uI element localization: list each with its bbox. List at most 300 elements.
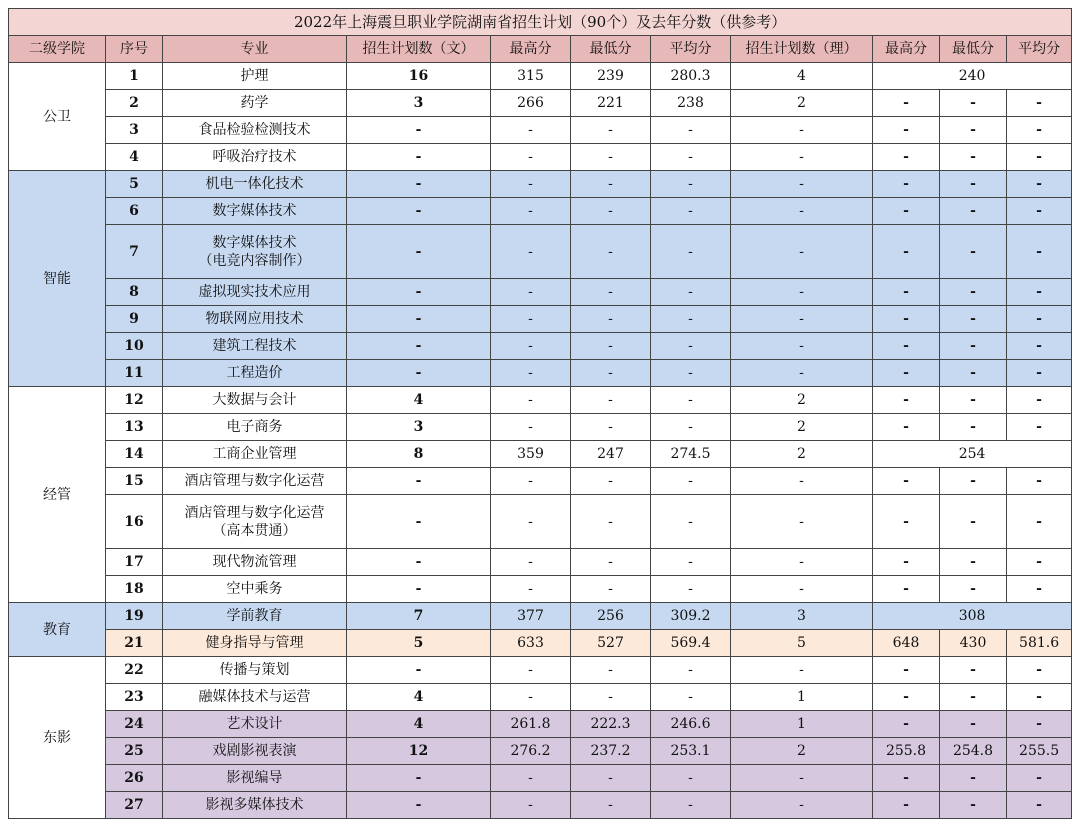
min-score-science-cell: - [940,414,1007,441]
plan-science-cell: 1 [731,711,873,738]
max-score-arts-cell: - [491,198,571,225]
min-score-science-cell: - [940,387,1007,414]
major-name: 酒店管理与数字化运营 [184,504,325,521]
plan-arts-cell: 3 [347,414,491,441]
min-score-science-cell: 254.8 [940,738,1007,765]
avg-score-arts-cell: - [651,576,731,603]
min-score-science-cell: - [940,657,1007,684]
avg-score-science-cell: - [1007,495,1072,549]
avg-score-arts-cell: 246.6 [651,711,731,738]
min-score-science-cell: - [940,711,1007,738]
header-cell: 最低分 [571,36,651,63]
header-cell: 平均分 [1007,36,1072,63]
avg-score-arts-cell: - [651,225,731,279]
max-score-science-cell: - [873,333,940,360]
avg-score-science-cell: - [1007,576,1072,603]
avg-score-science-cell: - [1007,657,1072,684]
table-row [9,603,1072,630]
min-score-arts-cell: 237.2 [571,738,651,765]
major-cell: 空中乘务 [163,576,347,603]
plan-science-cell: - [731,495,873,549]
table-row [9,549,1072,576]
merged-score-science-cell: 254 [873,441,1072,468]
major-cell: 虚拟现实技术应用 [163,279,347,306]
row-number: 9 [106,306,163,333]
max-score-arts-cell: - [491,657,571,684]
table-row [9,792,1072,819]
plan-science-cell: - [731,765,873,792]
plan-arts-cell: - [347,468,491,495]
row-number: 25 [106,738,163,765]
plan-arts-cell: - [347,549,491,576]
avg-score-science-cell: - [1007,198,1072,225]
avg-score-arts-cell: - [651,792,731,819]
major-cell: 传播与策划 [163,657,347,684]
plan-arts-cell: 3 [347,90,491,117]
avg-score-science-cell: - [1007,468,1072,495]
max-score-arts-cell: 276.2 [491,738,571,765]
avg-score-arts-cell: - [651,279,731,306]
min-score-arts-cell: - [571,657,651,684]
max-score-science-cell: 648 [873,630,940,657]
max-score-arts-cell: 377 [491,603,571,630]
plan-arts-cell: - [347,225,491,279]
table-row [9,414,1072,441]
avg-score-arts-cell: 569.4 [651,630,731,657]
row-number: 12 [106,387,163,414]
avg-score-arts-cell: - [651,333,731,360]
plan-arts-cell: - [347,279,491,306]
min-score-science-cell: - [940,792,1007,819]
major-cell: 药学 [163,90,347,117]
table-row [9,711,1072,738]
plan-arts-cell: - [347,657,491,684]
row-number: 3 [106,117,163,144]
max-score-science-cell: - [873,198,940,225]
max-score-science-cell: - [873,144,940,171]
major-cell: 数字媒体技术 [163,198,347,225]
major-cell: 影视编导 [163,765,347,792]
avg-score-science-cell: - [1007,279,1072,306]
plan-science-cell: - [731,171,873,198]
table-row [9,630,1072,657]
min-score-science-cell: - [940,549,1007,576]
major-cell: 融媒体技术与运营 [163,684,347,711]
plan-science-cell: 2 [731,441,873,468]
min-score-science-cell: - [940,171,1007,198]
plan-science-cell: - [731,549,873,576]
table-row [9,171,1072,198]
min-score-science-cell: - [940,576,1007,603]
header-cell: 最低分 [940,36,1007,63]
max-score-arts-cell: - [491,117,571,144]
max-score-arts-cell: - [491,333,571,360]
avg-score-science-cell: - [1007,144,1072,171]
max-score-arts-cell: - [491,279,571,306]
max-score-arts-cell: - [491,144,571,171]
max-score-arts-cell: 633 [491,630,571,657]
avg-score-arts-cell: - [651,306,731,333]
max-score-arts-cell: - [491,414,571,441]
header-row [9,36,1072,63]
row-number: 14 [106,441,163,468]
row-number: 4 [106,144,163,171]
table-row [9,144,1072,171]
min-score-arts-cell: - [571,144,651,171]
row-number: 24 [106,711,163,738]
department-cell: 经管 [9,387,106,603]
min-score-arts-cell: - [571,495,651,549]
row-number: 5 [106,171,163,198]
major-cell: 食品检验检测技术 [163,117,347,144]
table-row [9,117,1072,144]
plan-science-cell: - [731,117,873,144]
major-cell [163,495,347,549]
major-subname: （电竞内容制作） [198,252,311,269]
max-score-science-cell: - [873,657,940,684]
max-score-science-cell: - [873,765,940,792]
min-score-science-cell: 430 [940,630,1007,657]
plan-science-cell: - [731,333,873,360]
plan-science-cell: 2 [731,414,873,441]
plan-science-cell: - [731,144,873,171]
min-score-arts-cell: 247 [571,441,651,468]
min-score-arts-cell: 256 [571,603,651,630]
row-number: 23 [106,684,163,711]
major-cell: 艺术设计 [163,711,347,738]
min-score-arts-cell: - [571,765,651,792]
major-cell: 学前教育 [163,603,347,630]
max-score-arts-cell: - [491,792,571,819]
min-score-arts-cell: 527 [571,630,651,657]
plan-science-cell: 1 [731,684,873,711]
plan-arts-cell: - [347,360,491,387]
max-score-science-cell: - [873,576,940,603]
max-score-science-cell: - [873,117,940,144]
table-row [9,738,1072,765]
avg-score-science-cell: - [1007,306,1072,333]
table-row [9,387,1072,414]
avg-score-arts-cell: - [651,171,731,198]
major-cell [163,225,347,279]
max-score-arts-cell: - [491,360,571,387]
min-score-arts-cell: - [571,225,651,279]
min-score-arts-cell: 222.3 [571,711,651,738]
row-number: 18 [106,576,163,603]
row-number: 17 [106,549,163,576]
avg-score-arts-cell: 253.1 [651,738,731,765]
admission-plan-table [8,8,1072,819]
table-row [9,279,1072,306]
max-score-science-cell: - [873,360,940,387]
table-row [9,360,1072,387]
major-cell: 大数据与会计 [163,387,347,414]
avg-score-arts-cell: - [651,468,731,495]
major-cell: 物联网应用技术 [163,306,347,333]
max-score-arts-cell: - [491,576,571,603]
min-score-arts-cell: - [571,684,651,711]
min-score-science-cell: - [940,765,1007,792]
plan-arts-cell: - [347,576,491,603]
row-number: 1 [106,63,163,90]
max-score-arts-cell: - [491,225,571,279]
max-score-arts-cell: - [491,306,571,333]
plan-science-cell: 5 [731,630,873,657]
max-score-science-cell: - [873,684,940,711]
min-score-arts-cell: - [571,468,651,495]
max-score-arts-cell: - [491,684,571,711]
min-score-science-cell: - [940,90,1007,117]
header-cell: 二级学院 [9,36,106,63]
min-score-arts-cell: - [571,333,651,360]
max-score-science-cell: - [873,171,940,198]
min-score-science-cell: - [940,198,1007,225]
major-cell: 建筑工程技术 [163,333,347,360]
table-row [9,306,1072,333]
plan-arts-cell: 4 [347,711,491,738]
min-score-arts-cell: - [571,117,651,144]
plan-science-cell: - [731,576,873,603]
row-number: 11 [106,360,163,387]
plan-science-cell: 2 [731,387,873,414]
plan-arts-cell: - [347,306,491,333]
avg-score-arts-cell: - [651,198,731,225]
row-number: 10 [106,333,163,360]
plan-arts-cell: 8 [347,441,491,468]
row-number: 26 [106,765,163,792]
max-score-arts-cell: 261.8 [491,711,571,738]
avg-score-arts-cell: - [651,360,731,387]
min-score-science-cell: - [940,306,1007,333]
department-cell: 智能 [9,171,106,387]
row-number: 13 [106,414,163,441]
major-cell: 健身指导与管理 [163,630,347,657]
plan-science-cell: 2 [731,90,873,117]
min-score-science-cell: - [940,468,1007,495]
max-score-science-cell: - [873,279,940,306]
major-cell: 影视多媒体技术 [163,792,347,819]
avg-score-science-cell: - [1007,225,1072,279]
avg-score-arts-cell: 238 [651,90,731,117]
plan-science-cell: - [731,279,873,306]
min-score-arts-cell: - [571,306,651,333]
plan-arts-cell: 12 [347,738,491,765]
header-cell: 招生计划数（文） [347,36,491,63]
plan-science-cell: - [731,225,873,279]
row-number: 7 [106,225,163,279]
max-score-science-cell: - [873,225,940,279]
plan-science-cell: - [731,468,873,495]
row-number: 15 [106,468,163,495]
table-row [9,90,1072,117]
plan-arts-cell: 4 [347,684,491,711]
max-score-arts-cell: 359 [491,441,571,468]
plan-arts-cell: - [347,144,491,171]
table-title: 2022年上海震旦职业学院湖南省招生计划（90个）及去年分数（供参考） [9,9,1072,36]
max-score-arts-cell: - [491,468,571,495]
max-score-arts-cell: - [491,765,571,792]
min-score-arts-cell: - [571,387,651,414]
avg-score-science-cell: - [1007,765,1072,792]
avg-score-science-cell: 255.5 [1007,738,1072,765]
table-row [9,441,1072,468]
plan-arts-cell: - [347,171,491,198]
major-cell: 戏剧影视表演 [163,738,347,765]
max-score-science-cell: - [873,306,940,333]
avg-score-science-cell: - [1007,117,1072,144]
avg-score-science-cell: - [1007,387,1072,414]
avg-score-arts-cell: - [651,387,731,414]
plan-science-cell: - [731,657,873,684]
major-subname: （高本贯通） [212,522,297,539]
avg-score-arts-cell: - [651,144,731,171]
department-cell: 东影 [9,657,106,819]
max-score-science-cell: - [873,495,940,549]
plan-arts-cell: 5 [347,630,491,657]
header-cell: 平均分 [651,36,731,63]
major-cell: 现代物流管理 [163,549,347,576]
header-cell: 最高分 [491,36,571,63]
plan-arts-cell: - [347,333,491,360]
plan-science-cell: 2 [731,738,873,765]
plan-science-cell: - [731,306,873,333]
avg-score-science-cell: - [1007,792,1072,819]
min-score-arts-cell: - [571,792,651,819]
min-score-arts-cell: - [571,576,651,603]
min-score-arts-cell: 239 [571,63,651,90]
row-number: 8 [106,279,163,306]
max-score-science-cell: - [873,387,940,414]
max-score-science-cell: - [873,90,940,117]
avg-score-arts-cell: 309.2 [651,603,731,630]
avg-score-science-cell: - [1007,711,1072,738]
row-number: 2 [106,90,163,117]
row-number: 27 [106,792,163,819]
header-cell: 专业 [163,36,347,63]
max-score-science-cell: - [873,414,940,441]
max-score-arts-cell: - [491,549,571,576]
min-score-arts-cell: - [571,414,651,441]
header-cell: 序号 [106,36,163,63]
table-row [9,765,1072,792]
avg-score-arts-cell: - [651,117,731,144]
major-cell: 护理 [163,63,347,90]
row-number: 22 [106,657,163,684]
max-score-science-cell: - [873,549,940,576]
min-score-arts-cell: - [571,198,651,225]
min-score-arts-cell: 221 [571,90,651,117]
max-score-arts-cell: 266 [491,90,571,117]
plan-science-cell: - [731,360,873,387]
plan-arts-cell: - [347,765,491,792]
row-number: 19 [106,603,163,630]
plan-arts-cell: - [347,117,491,144]
avg-score-science-cell: - [1007,414,1072,441]
avg-score-arts-cell: - [651,549,731,576]
avg-score-science-cell: - [1007,171,1072,198]
avg-score-arts-cell: - [651,765,731,792]
min-score-science-cell: - [940,144,1007,171]
row-number: 6 [106,198,163,225]
major-name: 数字媒体技术 [212,234,297,251]
department-cell: 公卫 [9,63,106,171]
min-score-arts-cell: - [571,549,651,576]
table-body [9,63,1072,819]
merged-score-science-cell: 240 [873,63,1072,90]
header-cell: 最高分 [873,36,940,63]
major-cell: 工程造价 [163,360,347,387]
table-row [9,198,1072,225]
min-score-science-cell: - [940,333,1007,360]
min-score-science-cell: - [940,225,1007,279]
max-score-science-cell: 255.8 [873,738,940,765]
avg-score-science-cell: - [1007,90,1072,117]
table-row [9,468,1072,495]
plan-arts-cell: 16 [347,63,491,90]
avg-score-science-cell: - [1007,333,1072,360]
max-score-science-cell: - [873,711,940,738]
table-row [9,225,1072,279]
avg-score-arts-cell: - [651,684,731,711]
table-row [9,495,1072,549]
max-score-arts-cell: - [491,387,571,414]
max-score-arts-cell: 315 [491,63,571,90]
plan-arts-cell: 4 [347,387,491,414]
avg-score-arts-cell: 274.5 [651,441,731,468]
avg-score-arts-cell: - [651,495,731,549]
max-score-arts-cell: - [491,171,571,198]
table-row [9,657,1072,684]
plan-science-cell: - [731,198,873,225]
merged-score-science-cell: 308 [873,603,1072,630]
plan-arts-cell: - [347,198,491,225]
avg-score-arts-cell: - [651,657,731,684]
avg-score-arts-cell: 280.3 [651,63,731,90]
avg-score-science-cell: - [1007,549,1072,576]
major-cell: 机电一体化技术 [163,171,347,198]
min-score-science-cell: - [940,684,1007,711]
table-row [9,333,1072,360]
major-cell: 呼吸治疗技术 [163,144,347,171]
plan-science-cell: 4 [731,63,873,90]
major-cell: 电子商务 [163,414,347,441]
table-row [9,576,1072,603]
min-score-science-cell: - [940,279,1007,306]
plan-science-cell: - [731,792,873,819]
avg-score-arts-cell: - [651,414,731,441]
plan-arts-cell: 7 [347,603,491,630]
major-cell: 工商企业管理 [163,441,347,468]
major-cell: 酒店管理与数字化运营 [163,468,347,495]
department-cell: 教育 [9,603,106,657]
max-score-arts-cell: - [491,495,571,549]
avg-score-science-cell: 581.6 [1007,630,1072,657]
min-score-science-cell: - [940,360,1007,387]
avg-score-science-cell: - [1007,684,1072,711]
min-score-arts-cell: - [571,279,651,306]
plan-science-cell: 3 [731,603,873,630]
min-score-arts-cell: - [571,360,651,387]
table-row [9,684,1072,711]
row-number: 16 [106,495,163,549]
max-score-science-cell: - [873,792,940,819]
header-cell: 招生计划数（理） [731,36,873,63]
plan-arts-cell: - [347,495,491,549]
min-score-arts-cell: - [571,171,651,198]
max-score-science-cell: - [873,468,940,495]
plan-arts-cell: - [347,792,491,819]
table-row [9,63,1072,90]
